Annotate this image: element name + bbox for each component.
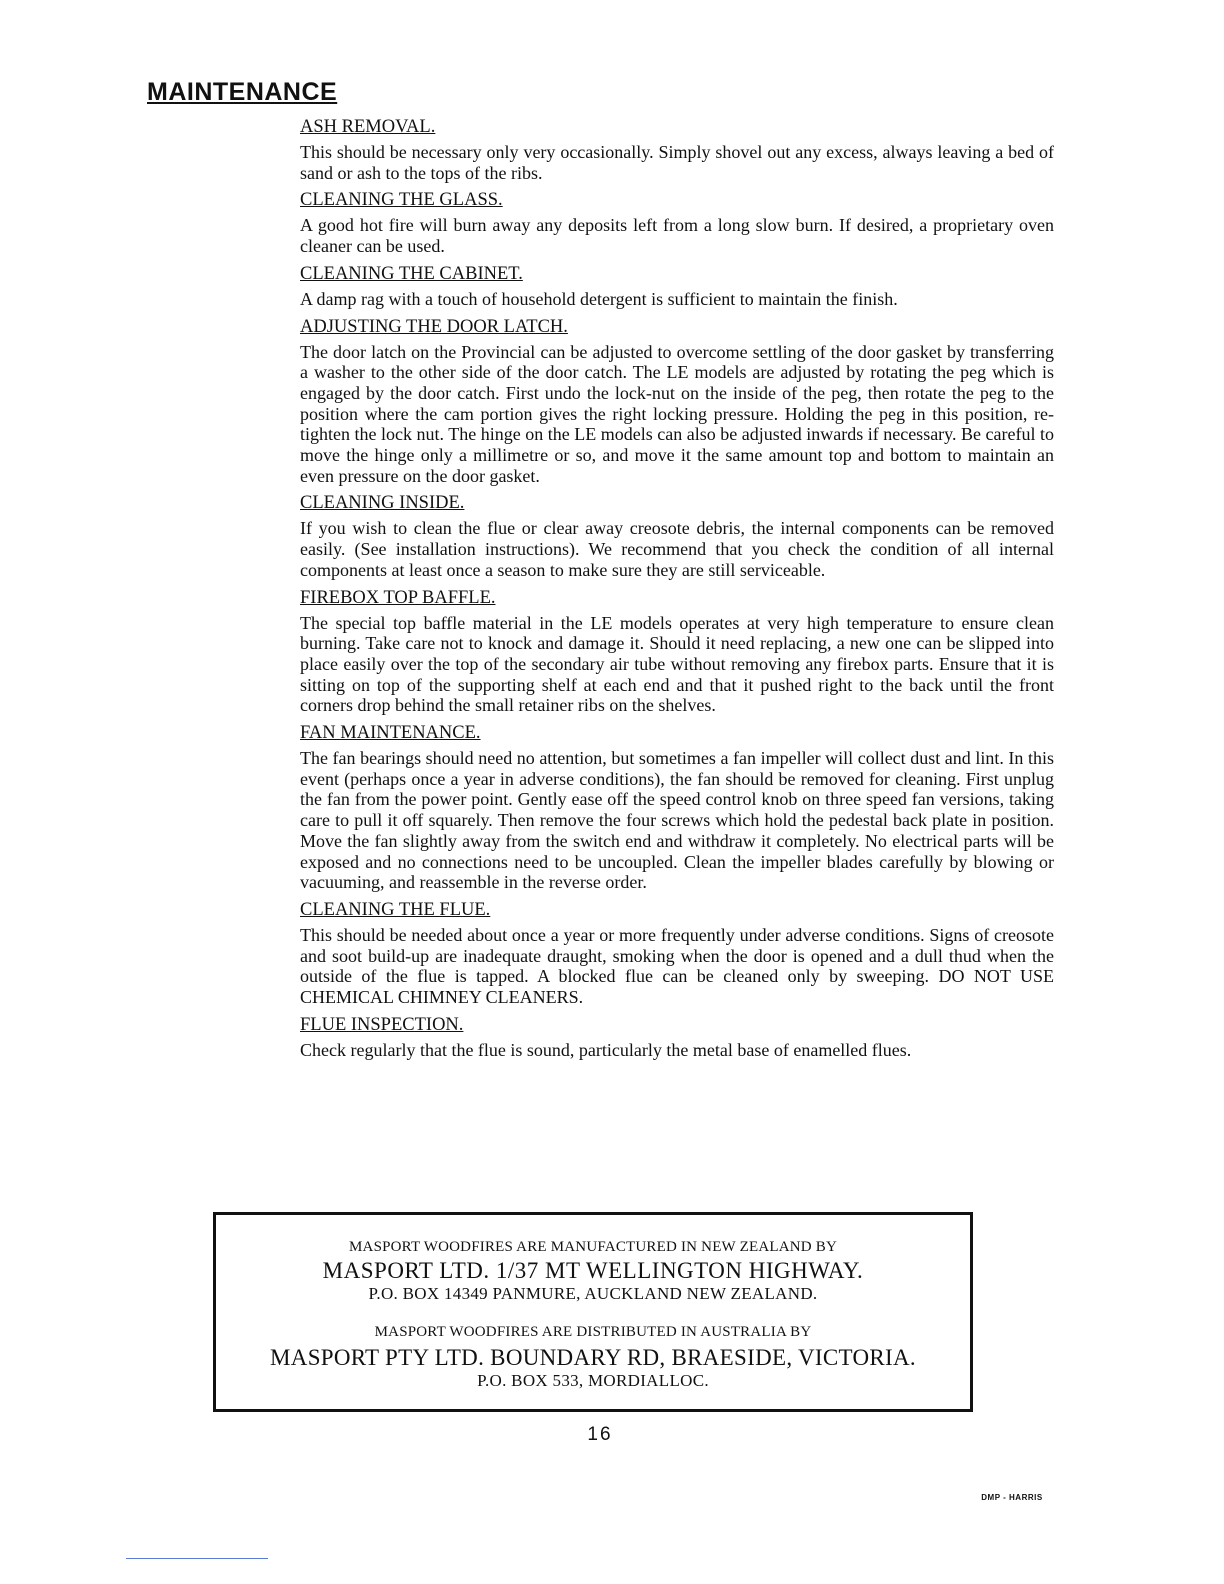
section-firebox-baffle xyxy=(296,587,1054,717)
manufacturer-info-box xyxy=(213,1212,973,1412)
au-postal-address: P.O. BOX 533, MORDIALLOC. xyxy=(477,1371,709,1390)
section-title: FLUE INSPECTION. xyxy=(300,1014,464,1035)
section-body: The fan bearings should need no attention, but sometimes a fan impeller will collect dust and lint. In this event (perhaps once a year in adverse conditions), the fan should be removed for cleaning. First unplug the fan from the power point. Gently ease off the speed control knob on three speed fan versions, taking care to pull it off squarely. Then remove the four screws which hold the pedestal back plate in position. Move the fan slightly away from the switch end and withdraw it completely. No electrical parts will be exposed and no connections need to be uncoupled. Clean the impeller blades carefully by blowing or vacuuming, and reassemble in the reverse order. xyxy=(300,748,1054,893)
nz-company-name: MASPORT LTD. 1/37 MT WELLINGTON HIGHWAY. xyxy=(322,1258,864,1283)
section-body: A good hot fire will burn away any deposits left from a long slow burn. If desired, a proprietary oven cleaner can be used. xyxy=(300,215,1054,257)
page-number: 16 xyxy=(587,1424,613,1445)
section-title: ADJUSTING THE DOOR LATCH. xyxy=(300,316,568,337)
page-heading: MAINTENANCE xyxy=(147,78,338,106)
section-body: A damp rag with a touch of household detergent is sufficient to maintain the finish. xyxy=(300,288,898,309)
footer-code: DMP - HARRIS xyxy=(981,1493,1043,1502)
au-company-name: MASPORT PTY LTD. BOUNDARY RD, BRAESIDE, VICTORIA. xyxy=(270,1345,916,1370)
section-flue-inspection xyxy=(296,1014,1054,1061)
section-title: CLEANING THE CABINET. xyxy=(300,263,523,284)
section-title: CLEANING INSIDE. xyxy=(300,493,465,514)
section-body: Check regularly that the flue is sound, particularly the metal base of enamelled flues. xyxy=(300,1039,912,1060)
section-ash-removal xyxy=(296,116,1054,183)
maintenance-sections xyxy=(296,116,1054,1067)
section-cleaning-cabinet xyxy=(296,263,1054,310)
section-fan-maintenance xyxy=(296,722,1054,893)
section-body: The special top baffle material in the LE models operates at very high temperature to ensure clean burning. Take care not to knock and damage it. Should it need replacing, a new one can be slipped into place easily over the top of the secondary air tube without removing any firebox parts. Ensure that it is sitting on top of the supporting shelf at each end and that it pushed right to the back until the front corners drop behind the small retainer ribs on the shelves. xyxy=(300,612,1054,716)
section-cleaning-flue xyxy=(296,899,1054,1008)
nz-intro-text: MASPORT WOODFIRES ARE MANUFACTURED IN NEW ZEALAND BY xyxy=(349,1239,837,1255)
section-title: FIREBOX TOP BAFFLE. xyxy=(300,587,496,608)
section-cleaning-glass xyxy=(296,189,1054,256)
section-title: ASH REMOVAL. xyxy=(300,117,436,137)
section-body: If you wish to clean the flue or clear away creosote debris, the internal components can be removed easily. (See installation instructions). We recommend that you check the condition of all internal components at least once a season to make sure they are still serviceable. xyxy=(300,518,1054,580)
section-title: CLEANING THE GLASS. xyxy=(300,190,503,211)
bottom-rule xyxy=(126,1558,268,1559)
au-intro-text: MASPORT WOODFIRES ARE DISTRIBUTED IN AUSTRALIA BY xyxy=(374,1324,812,1340)
section-door-latch xyxy=(296,316,1054,487)
section-body: The door latch on the Provincial can be adjusted to overcome settling of the door gasket by transferring a washer to the other side of the door catch. The LE models are adjusted by rotating the peg which is engaged by the door catch. First undo the lock-nut on the inside of the peg, then rotate the peg to the position where the cam portion gives the right locking pressure. Holding the peg in this position, re-tighten the lock nut. The hinge on the LE models can also be adjusted inwards if necessary. Be careful to move the hinge only a millimetre or so, and move it the same amount top and bottom to maintain an even pressure on the door gasket. xyxy=(300,341,1054,486)
section-body: This should be necessary only very occasionally. Simply shovel out any excess, always leaving a bed of sand or ash to the tops of the ribs. xyxy=(300,142,1054,183)
section-cleaning-inside xyxy=(296,492,1054,580)
section-title: CLEANING THE FLUE. xyxy=(300,899,491,920)
section-title: FAN MAINTENANCE. xyxy=(300,723,481,744)
nz-postal-address: P.O. BOX 14349 PANMURE, AUCKLAND NEW ZEALAND. xyxy=(368,1284,818,1303)
section-body: This should be needed about once a year or more frequently under adverse conditions. Signs of creosote and soot build-up are inadequate draught, smoking when the door is opened and a dull thud when the outside of the flue is tapped. A blocked flue can be cleaned only by sweeping. DO NOT USE CHEMICAL CHIMNEY CLEANERS. xyxy=(300,924,1054,1008)
